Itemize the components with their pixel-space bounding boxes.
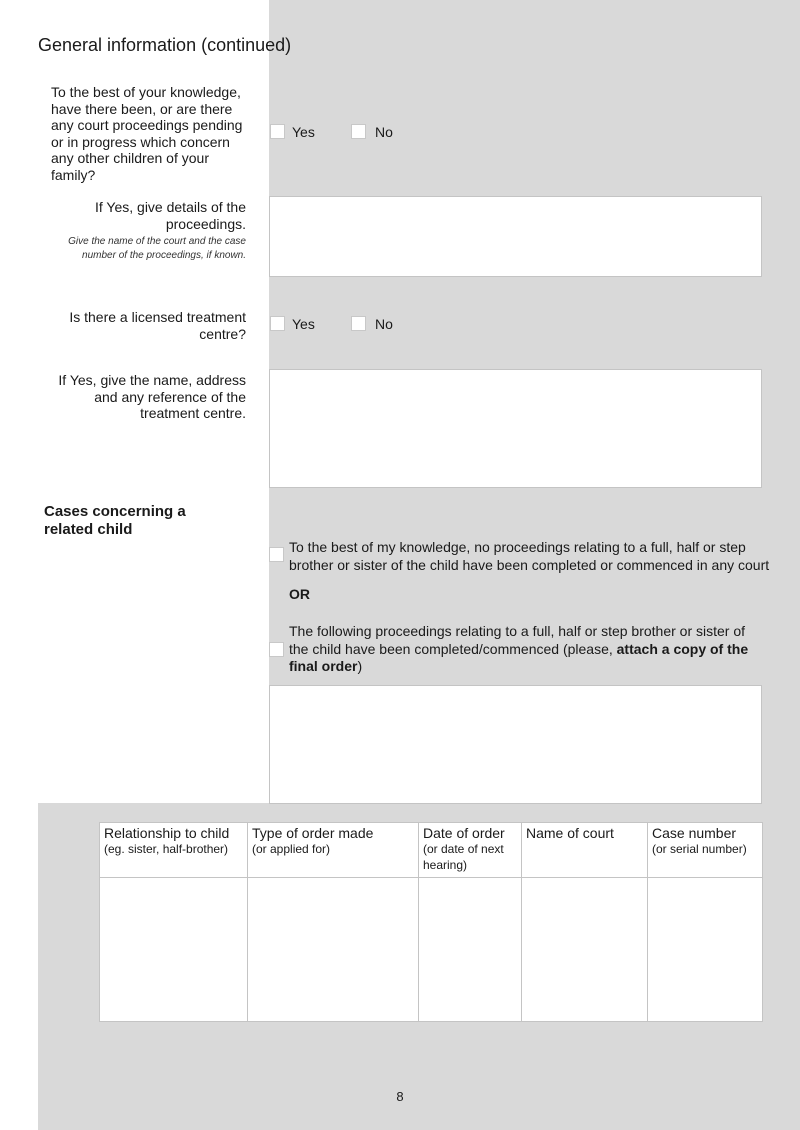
question-line: have there been, or are there [51,100,233,117]
heading-line: Cases concerning a [44,503,186,520]
question-line: If Yes, give details of the [95,199,246,215]
proceedings-details-textarea[interactable] [269,196,762,277]
col-header-order-type [248,823,419,878]
statement-bold: attach a copy of the [616,640,749,657]
question-line: treatment centre. [140,405,246,421]
hint-line: Give the name of the court and the case [68,236,246,247]
treatment-centre-yes-label: Yes [292,316,315,332]
hint-line: number of the proceedings, if known. [82,250,246,261]
cell-case-number-input[interactable] [648,878,763,1022]
related-proceedings-table [99,822,763,1022]
related-proceedings-checkbox[interactable] [269,642,284,657]
question-proceedings-details [46,199,246,232]
related-proceedings-text [289,623,789,676]
col-header-sub: (or applied for) [252,842,331,856]
question-line: and any reference of the [94,388,246,405]
table-header-row [100,823,763,878]
col-header-relationship [100,823,248,878]
statement-line: brother or sister of the child have been completed or commenced in any court [289,556,770,573]
col-header-main: Name of court [526,825,614,841]
cell-court-name-input[interactable] [522,878,648,1022]
col-header-case-number [648,823,763,878]
question-line: Is there a licensed treatment [69,309,246,325]
proceedings-details-hint [46,235,246,263]
statement-text: the child have been completed/commenced (please, [289,640,617,657]
court-proceedings-yes-checkbox[interactable] [270,124,285,139]
treatment-details-textarea[interactable] [269,369,762,488]
table-row [100,878,763,1022]
statement-line: The following proceedings relating to a full, half or step brother or sister of [289,623,746,639]
col-header-sub: (or serial number) [652,842,747,856]
cell-order-date-input[interactable] [419,878,522,1022]
question-line: any other children of your [51,150,209,166]
court-proceedings-yes-label: Yes [292,124,315,140]
treatment-centre-yes-checkbox[interactable] [270,316,285,331]
treatment-centre-no-label: No [375,316,393,332]
col-header-court-name [522,823,648,878]
court-proceedings-no-label: No [375,124,393,140]
col-header-sub: (eg. sister, half-brother) [104,842,229,856]
related-proceedings-textarea[interactable] [269,685,762,804]
related-child-heading [44,503,186,539]
question-line: If Yes, give the name, address [58,372,246,388]
statement-bold: final order [289,658,358,674]
section-title: General information (continued) [38,35,292,55]
cell-order-type-input[interactable] [248,878,419,1022]
court-proceedings-no-checkbox[interactable] [351,124,366,139]
question-line: any court proceedings pending [51,117,243,133]
col-header-order-date [419,823,522,878]
question-line: family? [51,166,96,183]
no-related-proceedings-checkbox[interactable] [269,547,284,562]
statement-line [289,658,789,676]
col-header-main: Type of order made [252,825,374,841]
statement-text: ) [357,658,363,674]
statement-line: To the best of my knowledge, no proceedings relating to a full, half or step [289,539,746,555]
col-header-main: Date of order [423,825,505,841]
col-header-main: Case number [652,825,737,841]
or-separator: OR [289,586,310,602]
question-treatment-details [46,372,246,422]
col-header-main: Relationship to child [104,825,230,841]
no-related-proceedings-text [289,539,789,574]
question-court-proceedings [51,84,261,183]
question-treatment-centre [46,309,246,342]
heading-line: related child [44,521,133,538]
treatment-centre-no-checkbox[interactable] [351,316,366,331]
page-number: 8 [396,1089,404,1104]
question-line: centre? [199,325,246,342]
statement-line [289,641,789,659]
question-line: To the best of your knowledge, [51,84,241,100]
col-header-sub: (or date of next hearing) [423,842,504,872]
cell-relationship-input[interactable] [100,878,248,1022]
question-line: proceedings. [165,215,246,232]
question-line: or in progress which concern [51,133,230,150]
